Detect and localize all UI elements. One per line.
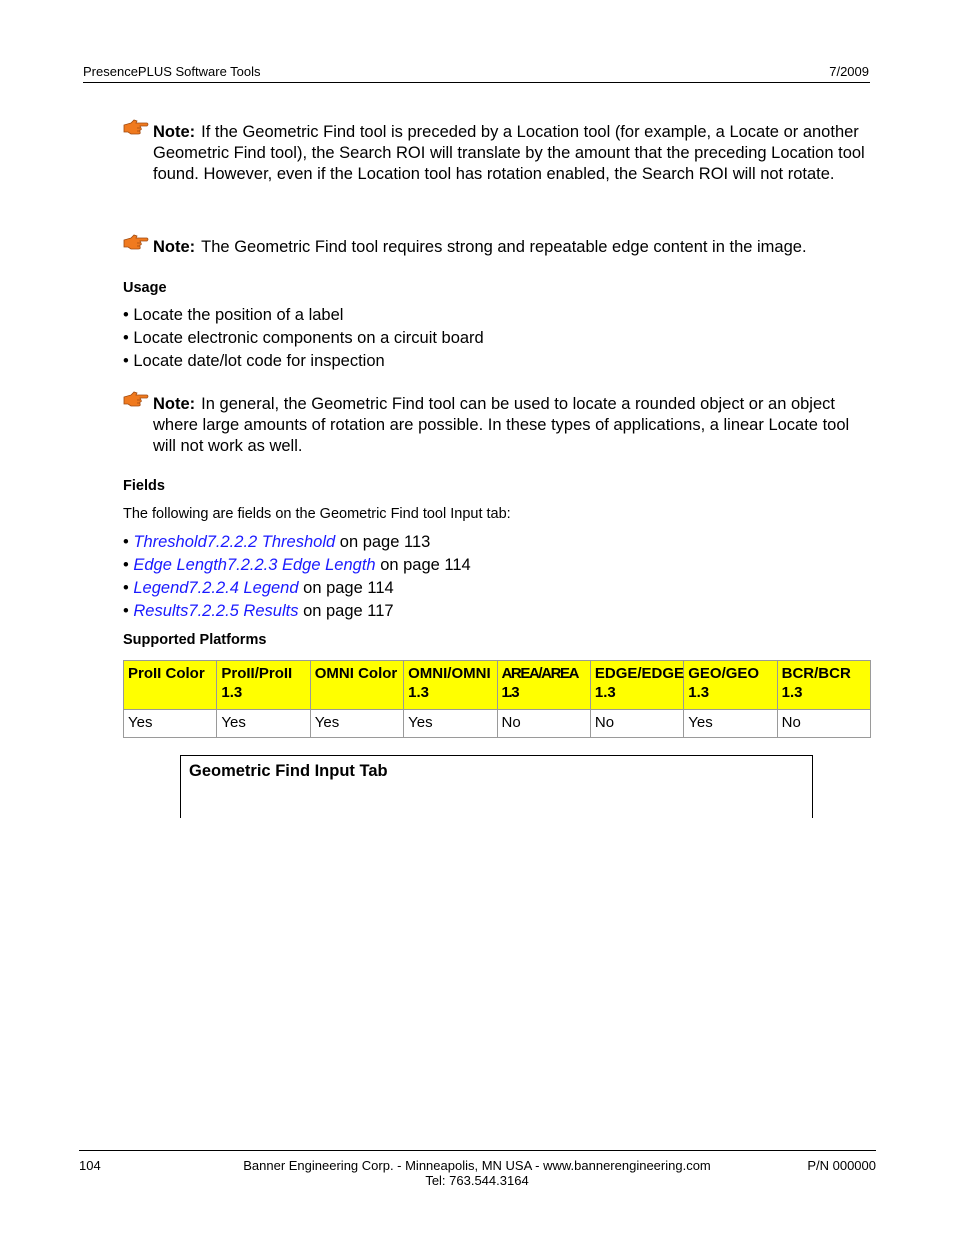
header-date: 7/2009 bbox=[829, 64, 869, 79]
legend-link[interactable]: Legend7.2.2.4 Legend bbox=[133, 579, 299, 597]
note-3 bbox=[123, 394, 875, 457]
table-cell: Yes bbox=[310, 710, 403, 738]
fields-heading: Fields bbox=[123, 478, 165, 494]
list-item: • Locate electronic components on a circuit board bbox=[123, 329, 484, 347]
table-cell: No bbox=[497, 710, 590, 738]
pointing-hand-icon bbox=[123, 234, 149, 252]
header-rule bbox=[83, 82, 870, 83]
pointing-hand-icon bbox=[123, 119, 149, 137]
list-item: • Locate the position of a label bbox=[123, 306, 344, 324]
column-header: BCR/BCR 1.3 bbox=[777, 661, 870, 710]
note-label: Note: bbox=[153, 238, 196, 256]
list-item: • Edge Length7.2.2.3 Edge Length on page 114 bbox=[123, 556, 471, 574]
edge-length-link[interactable]: Edge Length7.2.2.3 Edge Length bbox=[133, 556, 376, 574]
column-header: OMNI Color bbox=[310, 661, 403, 710]
column-header: GEO/GEO 1.3 bbox=[684, 661, 777, 710]
list-item: • Legend7.2.2.4 Legend on page 114 bbox=[123, 579, 394, 597]
list-item: • Threshold7.2.2.2 Threshold on page 113 bbox=[123, 533, 431, 551]
header-title: PresencePLUS Software Tools bbox=[83, 64, 261, 79]
input-tab-box bbox=[180, 755, 813, 818]
results-link[interactable]: Results7.2.2.5 Results bbox=[133, 602, 299, 620]
column-header: AREA/AREA 1.3 bbox=[497, 661, 590, 710]
table-cell: Yes bbox=[684, 710, 777, 738]
column-header: EDGE/EDGE 1.3 bbox=[590, 661, 683, 710]
table-cell: Yes bbox=[124, 710, 217, 738]
table-row bbox=[124, 710, 871, 738]
threshold-link[interactable]: Threshold7.2.2.2 Threshold bbox=[133, 533, 336, 551]
column-header: ProII Color bbox=[124, 661, 217, 710]
table-cell: No bbox=[777, 710, 870, 738]
column-header: OMNI/OMNI 1.3 bbox=[404, 661, 497, 710]
table-cell: Yes bbox=[217, 710, 310, 738]
pointing-hand-icon bbox=[123, 391, 149, 409]
usage-list bbox=[123, 304, 484, 373]
footer-part-number: P/N 000000 bbox=[807, 1158, 876, 1173]
list-item: • Locate date/lot code for inspection bbox=[123, 352, 385, 370]
column-header: ProII/ProII 1.3 bbox=[217, 661, 310, 710]
note-text: The Geometric Find tool requires strong and repeatable edge content in the image. bbox=[201, 238, 807, 256]
usage-heading: Usage bbox=[123, 280, 167, 296]
note-label: Note: bbox=[153, 395, 196, 413]
table-cell: Yes bbox=[404, 710, 497, 738]
fields-link-list bbox=[123, 531, 471, 623]
platforms-table bbox=[123, 660, 871, 738]
list-item: • Results7.2.2.5 Results on page 117 bbox=[123, 602, 394, 620]
footer-company: Banner Engineering Corp. - Minneapolis, MN USA - www.bannerengineering.com bbox=[243, 1158, 711, 1173]
note-text: In general, the Geometric Find tool can be used to locate a rounded object or an object where large amounts of rotation are possible. In these types of applications, a linear Locate tool will not work as well. bbox=[153, 395, 850, 455]
footer-tel: Tel: 763.544.3164 bbox=[425, 1173, 529, 1188]
fields-intro: The following are fields on the Geometric Find tool Input tab: bbox=[123, 506, 511, 522]
note-1 bbox=[123, 122, 875, 185]
footer-rule bbox=[79, 1150, 876, 1151]
table-header-row bbox=[124, 661, 871, 710]
note-text: If the Geometric Find tool is preceded by a Location tool (for example, a Locate or another Geometric Find tool), the Search ROI will translate by the amount that the preceding Location tool found. However, even if the Location tool has rotation enabled, the Search ROI will not rotate. bbox=[153, 123, 865, 183]
input-tab-title: Geometric Find Input Tab bbox=[189, 762, 388, 780]
table-cell: No bbox=[590, 710, 683, 738]
footer-page-number: 104 bbox=[79, 1158, 101, 1173]
note-label: Note: bbox=[153, 123, 196, 141]
note-2 bbox=[123, 237, 875, 258]
platforms-heading: Supported Platforms bbox=[123, 632, 267, 648]
